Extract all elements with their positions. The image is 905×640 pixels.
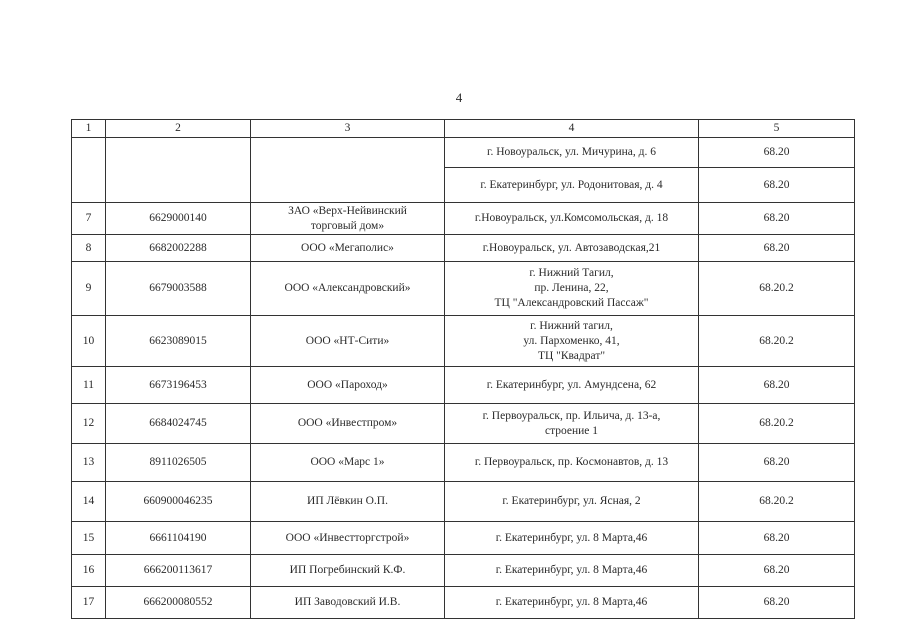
cell-code: 68.20 [699, 555, 855, 587]
header-col-2: 2 [106, 120, 251, 138]
cell-number: 16 [72, 555, 106, 587]
table-row [72, 555, 855, 587]
cell-code: 68.20 [699, 203, 855, 235]
cell-name: ЗАО «Верх-Нейвинский торговый дом» [251, 203, 445, 235]
table-row [72, 262, 855, 316]
cell-inn: 666200080552 [106, 587, 251, 619]
cell-address: г. Первоуральск, пр. Ильича, д. 13-а, строение 1 [445, 404, 699, 444]
cell-number: 17 [72, 587, 106, 619]
cell-name: ООО «Инвестторгстрой» [251, 522, 445, 555]
cell-address: г. Екатеринбург, ул. Амундсена, 62 [445, 367, 699, 404]
cell-address: г. Екатеринбург, ул. 8 Марта,46 [445, 587, 699, 619]
cell-inn [106, 138, 251, 203]
cell-name: ИП Заводовский И.В. [251, 587, 445, 619]
table-row [72, 587, 855, 619]
cell-name: ООО «Мегаполис» [251, 235, 445, 262]
cell-inn: 6623089015 [106, 316, 251, 367]
cell-inn: 6682002288 [106, 235, 251, 262]
cell-address: г. Новоуральск, ул. Мичурина, д. 6 [445, 138, 699, 168]
cell-inn: 666200113617 [106, 555, 251, 587]
cell-number [72, 138, 106, 203]
cell-number: 10 [72, 316, 106, 367]
table-row [72, 235, 855, 262]
cell-address: г. Нижний тагил, ул. Пархоменко, 41, ТЦ "Квадрат" [445, 316, 699, 367]
cell-inn: 6673196453 [106, 367, 251, 404]
cell-address: г. Екатеринбург, ул. 8 Марта,46 [445, 555, 699, 587]
cell-code: 68.20 [699, 138, 855, 168]
cell-number: 14 [72, 482, 106, 522]
table-row [72, 316, 855, 367]
cell-number: 11 [72, 367, 106, 404]
data-table [71, 119, 855, 619]
cell-name: ООО «Марс 1» [251, 444, 445, 482]
table-row [72, 482, 855, 522]
cell-name: ИП Погребинский К.Ф. [251, 555, 445, 587]
cell-address: г. Екатеринбург, ул. 8 Марта,46 [445, 522, 699, 555]
cell-code: 68.20.2 [699, 482, 855, 522]
table-row [72, 138, 855, 168]
page-number: 4 [455, 90, 463, 105]
table-row [72, 367, 855, 404]
table-row [72, 203, 855, 235]
cell-code: 68.20 [699, 522, 855, 555]
cell-number: 12 [72, 404, 106, 444]
cell-inn: 8911026505 [106, 444, 251, 482]
cell-number: 7 [72, 203, 106, 235]
cell-name: ООО «Александровский» [251, 262, 445, 316]
cell-name: ООО «Пароход» [251, 367, 445, 404]
header-col-1: 1 [72, 120, 106, 138]
table-row [72, 522, 855, 555]
header-row [72, 120, 855, 138]
table-row [72, 444, 855, 482]
cell-code: 68.20 [699, 168, 855, 203]
cell-number: 15 [72, 522, 106, 555]
cell-inn: 6629000140 [106, 203, 251, 235]
cell-code: 68.20 [699, 444, 855, 482]
cell-address: г. Екатеринбург, ул. Родонитовая, д. 4 [445, 168, 699, 203]
cell-number: 13 [72, 444, 106, 482]
cell-name: ООО «Инвестпром» [251, 404, 445, 444]
cell-address: г. Екатеринбург, ул. Ясная, 2 [445, 482, 699, 522]
cell-code: 68.20.2 [699, 404, 855, 444]
cell-name: ИП Лёвкин О.П. [251, 482, 445, 522]
cell-address: г. Нижний Тагил, пр. Ленина, 22, ТЦ "Александровский Пассаж" [445, 262, 699, 316]
cell-address: г. Первоуральск, пр. Космонавтов, д. 13 [445, 444, 699, 482]
table-row [72, 404, 855, 444]
header-col-4: 4 [445, 120, 699, 138]
cell-number: 8 [72, 235, 106, 262]
cell-code: 68.20.2 [699, 316, 855, 367]
cell-address: г.Новоуральск, ул. Автозаводская,21 [445, 235, 699, 262]
cell-address: г.Новоуральск, ул.Комсомольская, д. 18 [445, 203, 699, 235]
cell-inn: 6679003588 [106, 262, 251, 316]
cell-code: 68.20 [699, 235, 855, 262]
header-col-5: 5 [699, 120, 855, 138]
header-col-3: 3 [251, 120, 445, 138]
cell-name [251, 138, 445, 203]
cell-number: 9 [72, 262, 106, 316]
table-body [72, 138, 855, 619]
cell-code: 68.20.2 [699, 262, 855, 316]
cell-inn: 6684024745 [106, 404, 251, 444]
cell-inn: 660900046235 [106, 482, 251, 522]
cell-name: ООО «НТ-Сити» [251, 316, 445, 367]
cell-code: 68.20 [699, 367, 855, 404]
cell-inn: 6661104190 [106, 522, 251, 555]
cell-code: 68.20 [699, 587, 855, 619]
